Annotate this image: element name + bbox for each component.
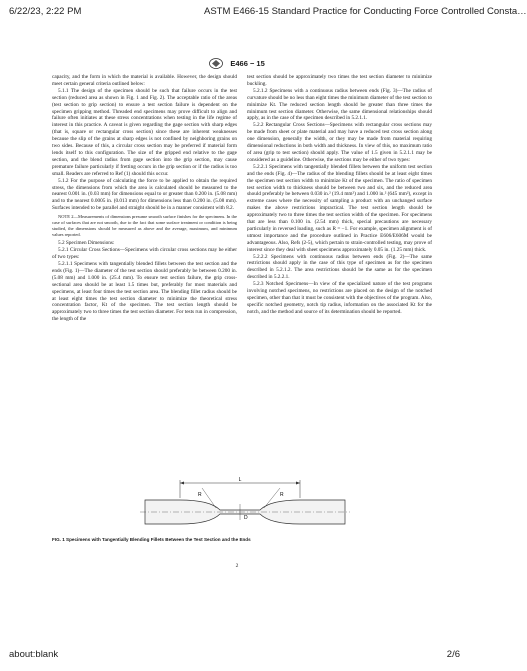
paragraph-5-2-3: 5.2.3 Notched Specimens—In view of the specialized nature of the test programs involving notched specimens, no restrictions are placed on the design of the notched specimen, other than that it must be consistent with the objectives of the program. Also, specific notched geometry, notch tip radius, information on the associated Kt for the notch, and the method and source of its determination should be reported. bbox=[247, 281, 432, 315]
label-R-right: R bbox=[280, 492, 284, 498]
paragraph-5-2-2-2: 5.2.2.2 Specimens with continuous radius between ends (Fig. 2)—The same restrictions should apply in the case of this type of specimen as for the specimen described in 5.2.1.2. The area restrictions should be the same as for the specimen described in 5.2.2.1. bbox=[247, 253, 432, 281]
paragraph-5-2-1-1: 5.2.1.1 Specimens with tangentially blended fillets between the test section and the ends (Fig. 1)—The diameter of the test section should preferably be between 0.200 in. (5.08 mm) and 1.000 in. (25.4 mm). To ensure test section failure, the grip cross-sectional area should be at least 1.5 times but, preferably for most materials and specimens, at least four times the test section area. The blending fillet radius should be at least eight times the test section diameter to minimize the theoretical stress concentration factor, Kt of the specimen. The test section length should be approximately two to three times the test section diameter. For tests run in compression, the length of the bbox=[52, 261, 237, 323]
paragraph-5-2-1-2: 5.2.1.2 Specimens with a continuous radius between ends (Fig. 3)—The radius of curvature should be no less than eight times the minimum diameter of the test section to minimize Kt. The reduced section length should be greater than three times the minimum test section diameter. Otherwise, the same dimensional relationships should apply, as in the case of the specimen described in 5.2.1.1. bbox=[247, 87, 432, 122]
label-L: L bbox=[238, 477, 242, 483]
browser-print-footer bbox=[0, 649, 474, 663]
paragraph-5-1-1: 5.1.1 The design of the specimen should be such that failure occurs in the test section (reduced area as shown in Fig. 1 and Fig. 2). The acceptable ratio of the areas (test section to grip section) to ensure a test section failure is dependent on the specimen gripping method. Threaded end specimens may prove difficult to align and failure often initiates at these stress concentrations when testing in the life regime of interest in this practice. A caveat is given regarding the gage section with sharp edges (that is, square or rectangular cross section) since these are inherent weaknesses because the slip of the grains at sharp edges is not confined by neighboring grains on two sides. Because of this, a circular cross section may be preferred if material form lends itself to this configuration. The size of the gripped end relative to the gage section, and the blend radius from gage section into the grip section, may cause premature failure particularly if fretting occurs in the grip section or if the radius is too small. Readers are referred to Ref (1) should this occur. bbox=[52, 87, 237, 177]
section-heading-5-2: 5.2 Specimen Dimensions: bbox=[58, 240, 115, 247]
astm-logo-icon bbox=[209, 58, 223, 69]
label-D: D bbox=[244, 515, 248, 521]
paragraph: test section should be approximately two times the test section diameter to minimize buckling. bbox=[247, 74, 432, 87]
browser-print-header bbox=[0, 6, 527, 20]
paragraph-5-2-2-1: 5.2.2.1 Specimens with tangentially blended fillets between the uniform test section and the ends (Fig. 4)—The radius of the blending fillets should be at least eight times the specimen test section width to minimize Kt of the specimen. The ratio of specimen test section width to thickness should be between two and six, and the reduced area should preferably be between 0.030 in.² (19.4 mm²) and 1.000 in.² (645 mm²), except in extreme cases where the necessity of sampling a product with an unchanged surface makes the above restrictions impractical. The test section length should be approximately two to three times the test section width of the specimen. For specimens that are less than 0.100 in. (2.54 mm) thick, special precautions are necessary particularly in reversed loading, such as R = −1. For example, specimen alignment is of utmost importance and the procedure outlined in Practice E606/E606M would be advantageous. Also, Refs (2-5), which pertain to strain-controlled testing, may prove of interest since they deal with sheet specimens approximately 0.05 in. (1.25 mm) thick. bbox=[247, 163, 432, 253]
figure-caption: FIG. 1 Specimens with Tangentially Blending Fillets Between the Test Section and the Ends bbox=[52, 537, 251, 542]
note-2: NOTE 2—Measurements of dimensions presume smooth surface finishes for the specimens. In the case of surfaces that are not smooth, due to the fact that some surface treatment or condition is being studied, the dimensions should be measured as above and the average, maximum, and minimum values reported. bbox=[52, 214, 237, 237]
figure-1-specimen-drawing bbox=[140, 474, 350, 534]
print-url: about:blank bbox=[9, 649, 59, 660]
document-page-number: 2 bbox=[235, 563, 239, 569]
specimen-diagram bbox=[140, 474, 350, 534]
paragraph: capacity, and the form in which the material is available. However, the design should meet certain general criteria outlined below: bbox=[52, 74, 237, 87]
designation-code: E466 − 15 bbox=[230, 59, 265, 68]
label-R-left: R bbox=[198, 492, 202, 498]
right-column bbox=[247, 74, 432, 316]
paragraph-5-2-1: 5.2.1 Circular Cross Sections—Specimens with circular cross sections may be either of two types: bbox=[52, 247, 237, 261]
paragraph-5-2-2: 5.2.2 Rectangular Cross Sections—Specimens with rectangular cross sections may be made from sheet or plate material and may have a reduced test cross section along one dimension, generally the width, or they may be made from material requiring dimensional reductions in both width and thickness. In view of this, no maximum ratio of area (grip to test section) should apply. The value of 1.5 given in 5.2.1.1 may be considered as a guideline. Otherwise, the sections may be either of two types: bbox=[247, 122, 432, 163]
print-datetime: 6/22/23, 2:22 PM bbox=[9, 6, 82, 17]
document-designation bbox=[0, 58, 474, 69]
print-page-counter: 2/6 bbox=[446, 649, 460, 660]
left-column bbox=[52, 74, 237, 323]
paragraph-5-1-2: 5.1.2 For the purpose of calculating the force to be applied to obtain the required stress, the dimensions from which the area is calculated should be measured to the nearest 0.001 in. (0.03 mm) for dimensions equal to or greater than 0.200 in. (5.08 mm) and to the nearest 0.0005 in. (0.013 mm) for dimensions less than 0.200 in. (5.08 mm). Surfaces intended to be parallel and straight should be in a manner consistent with 8.2. bbox=[52, 177, 237, 212]
print-page-title: ASTM E466-15 Standard Practice for Conducting Force Controlled Consta… bbox=[204, 6, 527, 17]
